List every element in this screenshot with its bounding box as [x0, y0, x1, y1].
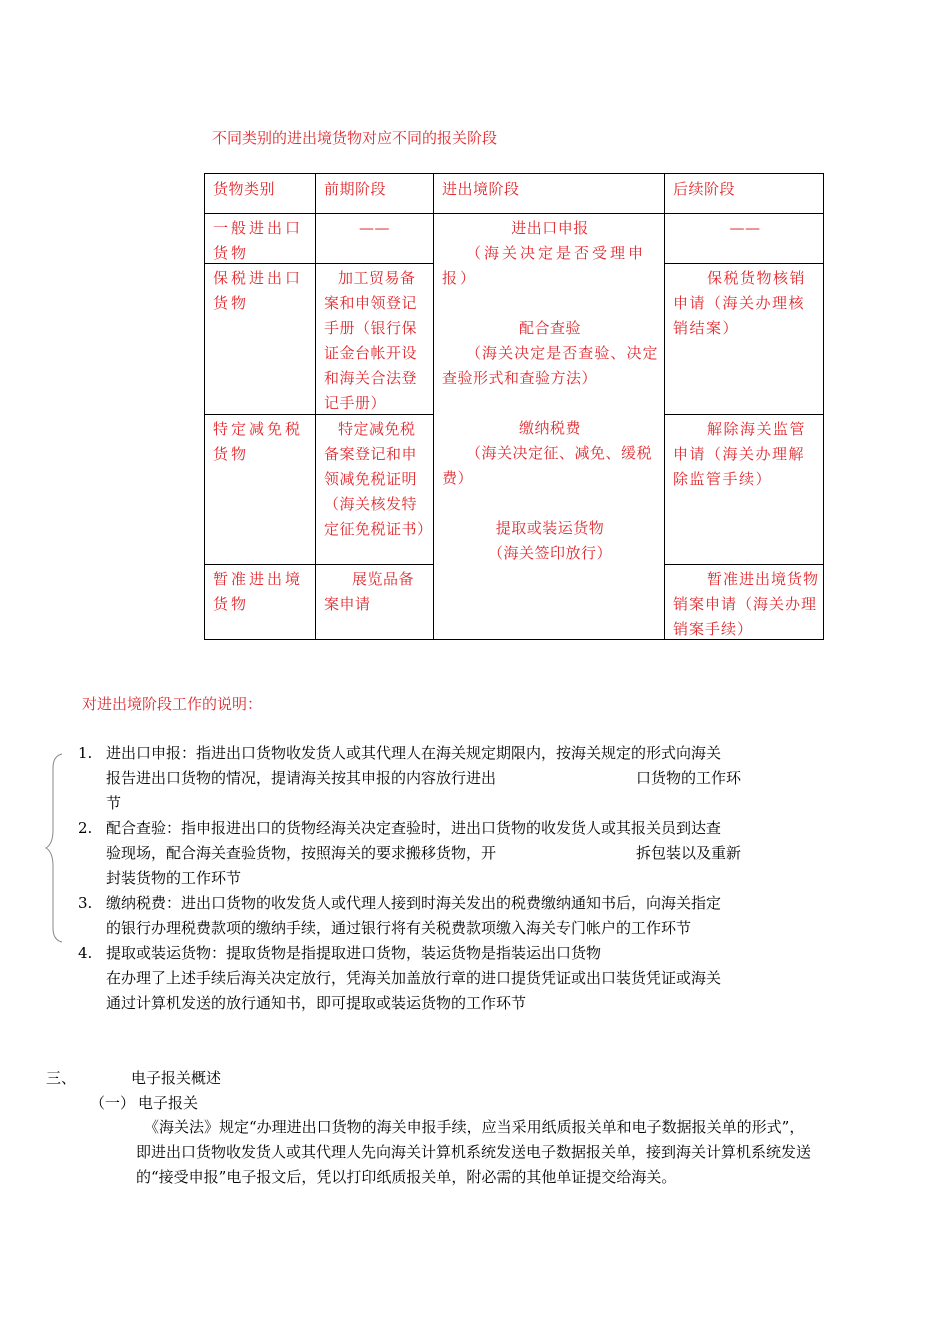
note-text	[106, 741, 806, 816]
table-divider	[433, 174, 434, 639]
pre-stage-cell: 特定减免税备案登记和申领减免税证明（海关核发特定征免税证书）	[324, 420, 433, 538]
table-divider	[205, 564, 434, 565]
note-line-part: 验现场，配合海关查验货物，按照海关的要求搬移货物，开	[106, 844, 497, 862]
note-line: 封装货物的工作环节	[106, 869, 242, 887]
section-title: 电子报关概述	[131, 1069, 222, 1087]
note-line	[106, 841, 806, 866]
table-title: 不同类别的进出境货物对应不同的报关阶段	[212, 129, 498, 147]
pre-stage-cell: ——	[359, 219, 390, 237]
subsection-body: 《海关法》规定“办理进出口货物的海关申报手续，应当采用纸质报关单和电子数据报关单的形式”，即进出口货物收发货人或其代理人先向海关计算机系统发送电子数据报关单，接到海关计算机系统发送的“接受申报”电子报文后，凭以打印纸质报关单，附必需的其他单证提交给海关。	[136, 1118, 812, 1186]
note-item	[78, 741, 808, 816]
note-line: 通过计算机发送的放行通知书，即可提取或装运货物的工作环节	[106, 994, 527, 1012]
note-line: 缴纳税费：进出口货物的收发货人或代理人接到时海关发出的税费缴纳通知书后，向海关指定	[106, 894, 722, 912]
step-title: 进出口申报	[511, 219, 589, 237]
note-line: 在办理了上述手续后海关决定放行，凭海关加盖放行章的进口提货凭证或出口装货凭证或海关	[106, 969, 722, 987]
table-header-post-stage: 后续阶段	[673, 180, 736, 198]
stage-table	[204, 173, 824, 640]
note-item	[78, 891, 808, 941]
note-text	[106, 941, 806, 1016]
category-cell: 暂准进出境货物	[213, 570, 304, 613]
post-stage-cell: 保税货物核销申请（海关办理核销结案）	[673, 269, 807, 337]
pre-stage-cell: 展览品备案申请	[324, 570, 415, 613]
step-detail: （海关决定是否受理申报）	[442, 244, 647, 287]
notes-title: 对进出境阶段工作的说明：	[82, 695, 263, 713]
table-header-category: 货物类别	[213, 180, 276, 198]
note-line-part: 口货物的工作环	[636, 769, 742, 787]
post-stage-cell: 暂准进出境货物销案申请（海关办理销案手续）	[673, 570, 820, 638]
subsection-title: 电子报关	[138, 1094, 199, 1112]
table-header-entry-exit-stage: 进出境阶段	[442, 180, 520, 198]
table-header-pre-stage: 前期阶段	[324, 180, 387, 198]
note-text	[106, 891, 806, 941]
table-divider	[315, 174, 316, 639]
step-detail: （海关决定是否查验、决定查验形式和查验方法）	[442, 344, 658, 387]
note-line: 配合查验：指申报进出口的货物经海关决定查验时，进出口货物的收发货人或其报关员到达查	[106, 819, 722, 837]
table-divider	[664, 414, 823, 415]
step-detail: （海关签印放行）	[487, 544, 612, 562]
entry-exit-steps	[442, 216, 658, 566]
pre-stage-cell: 加工贸易备案和申领登记手册（银行保证金台帐开设和海关合法登记手册）	[324, 269, 418, 412]
step-detail: （海关决定征、减免、缓税费）	[442, 444, 653, 487]
note-line-part: 拆包装以及重新	[636, 844, 742, 862]
table-divider	[664, 174, 665, 639]
note-number: 1.	[78, 744, 93, 762]
table-divider	[664, 564, 823, 565]
note-line: 提取或装运货物：提取货物是指提取进口货物，装运货物是指装运出口货物	[106, 944, 602, 962]
note-text	[106, 816, 806, 891]
table-divider	[205, 213, 823, 214]
section-number: 三、	[46, 1069, 77, 1087]
curly-brace-icon	[42, 752, 64, 944]
table-divider	[664, 263, 823, 264]
note-number: 4.	[78, 944, 93, 962]
note-line: 节	[106, 794, 122, 812]
note-line: 的银行办理税费款项的缴纳手续，通过银行将有关税费款项缴入海关专门帐户的工作环节	[106, 919, 692, 937]
note-line-part: 报告进出口货物的情况，提请海关按其申报的内容放行进出	[106, 769, 497, 787]
note-line: 进出口申报：指进出口货物收发货人或其代理人在海关规定期限内，按海关规定的形式向海关	[106, 744, 722, 762]
category-cell: 特定减免税货物	[213, 420, 304, 463]
note-line	[106, 766, 806, 791]
post-stage-cell: ——	[729, 219, 761, 237]
note-number: 2.	[78, 819, 93, 837]
post-stage-cell: 解除海关监管申请（海关办理解除监管手续）	[673, 420, 807, 488]
subsection-number: （一）	[90, 1094, 136, 1112]
category-cell: 一般进出口货物	[213, 219, 304, 262]
step-title: 提取或装运货物	[495, 519, 605, 537]
note-item	[78, 816, 808, 891]
step-title: 配合查验	[518, 319, 581, 337]
note-item	[78, 941, 808, 1016]
step-title: 缴纳税费	[518, 419, 581, 437]
category-cell: 保税进出口货物	[213, 269, 304, 312]
note-number: 3.	[78, 894, 93, 912]
